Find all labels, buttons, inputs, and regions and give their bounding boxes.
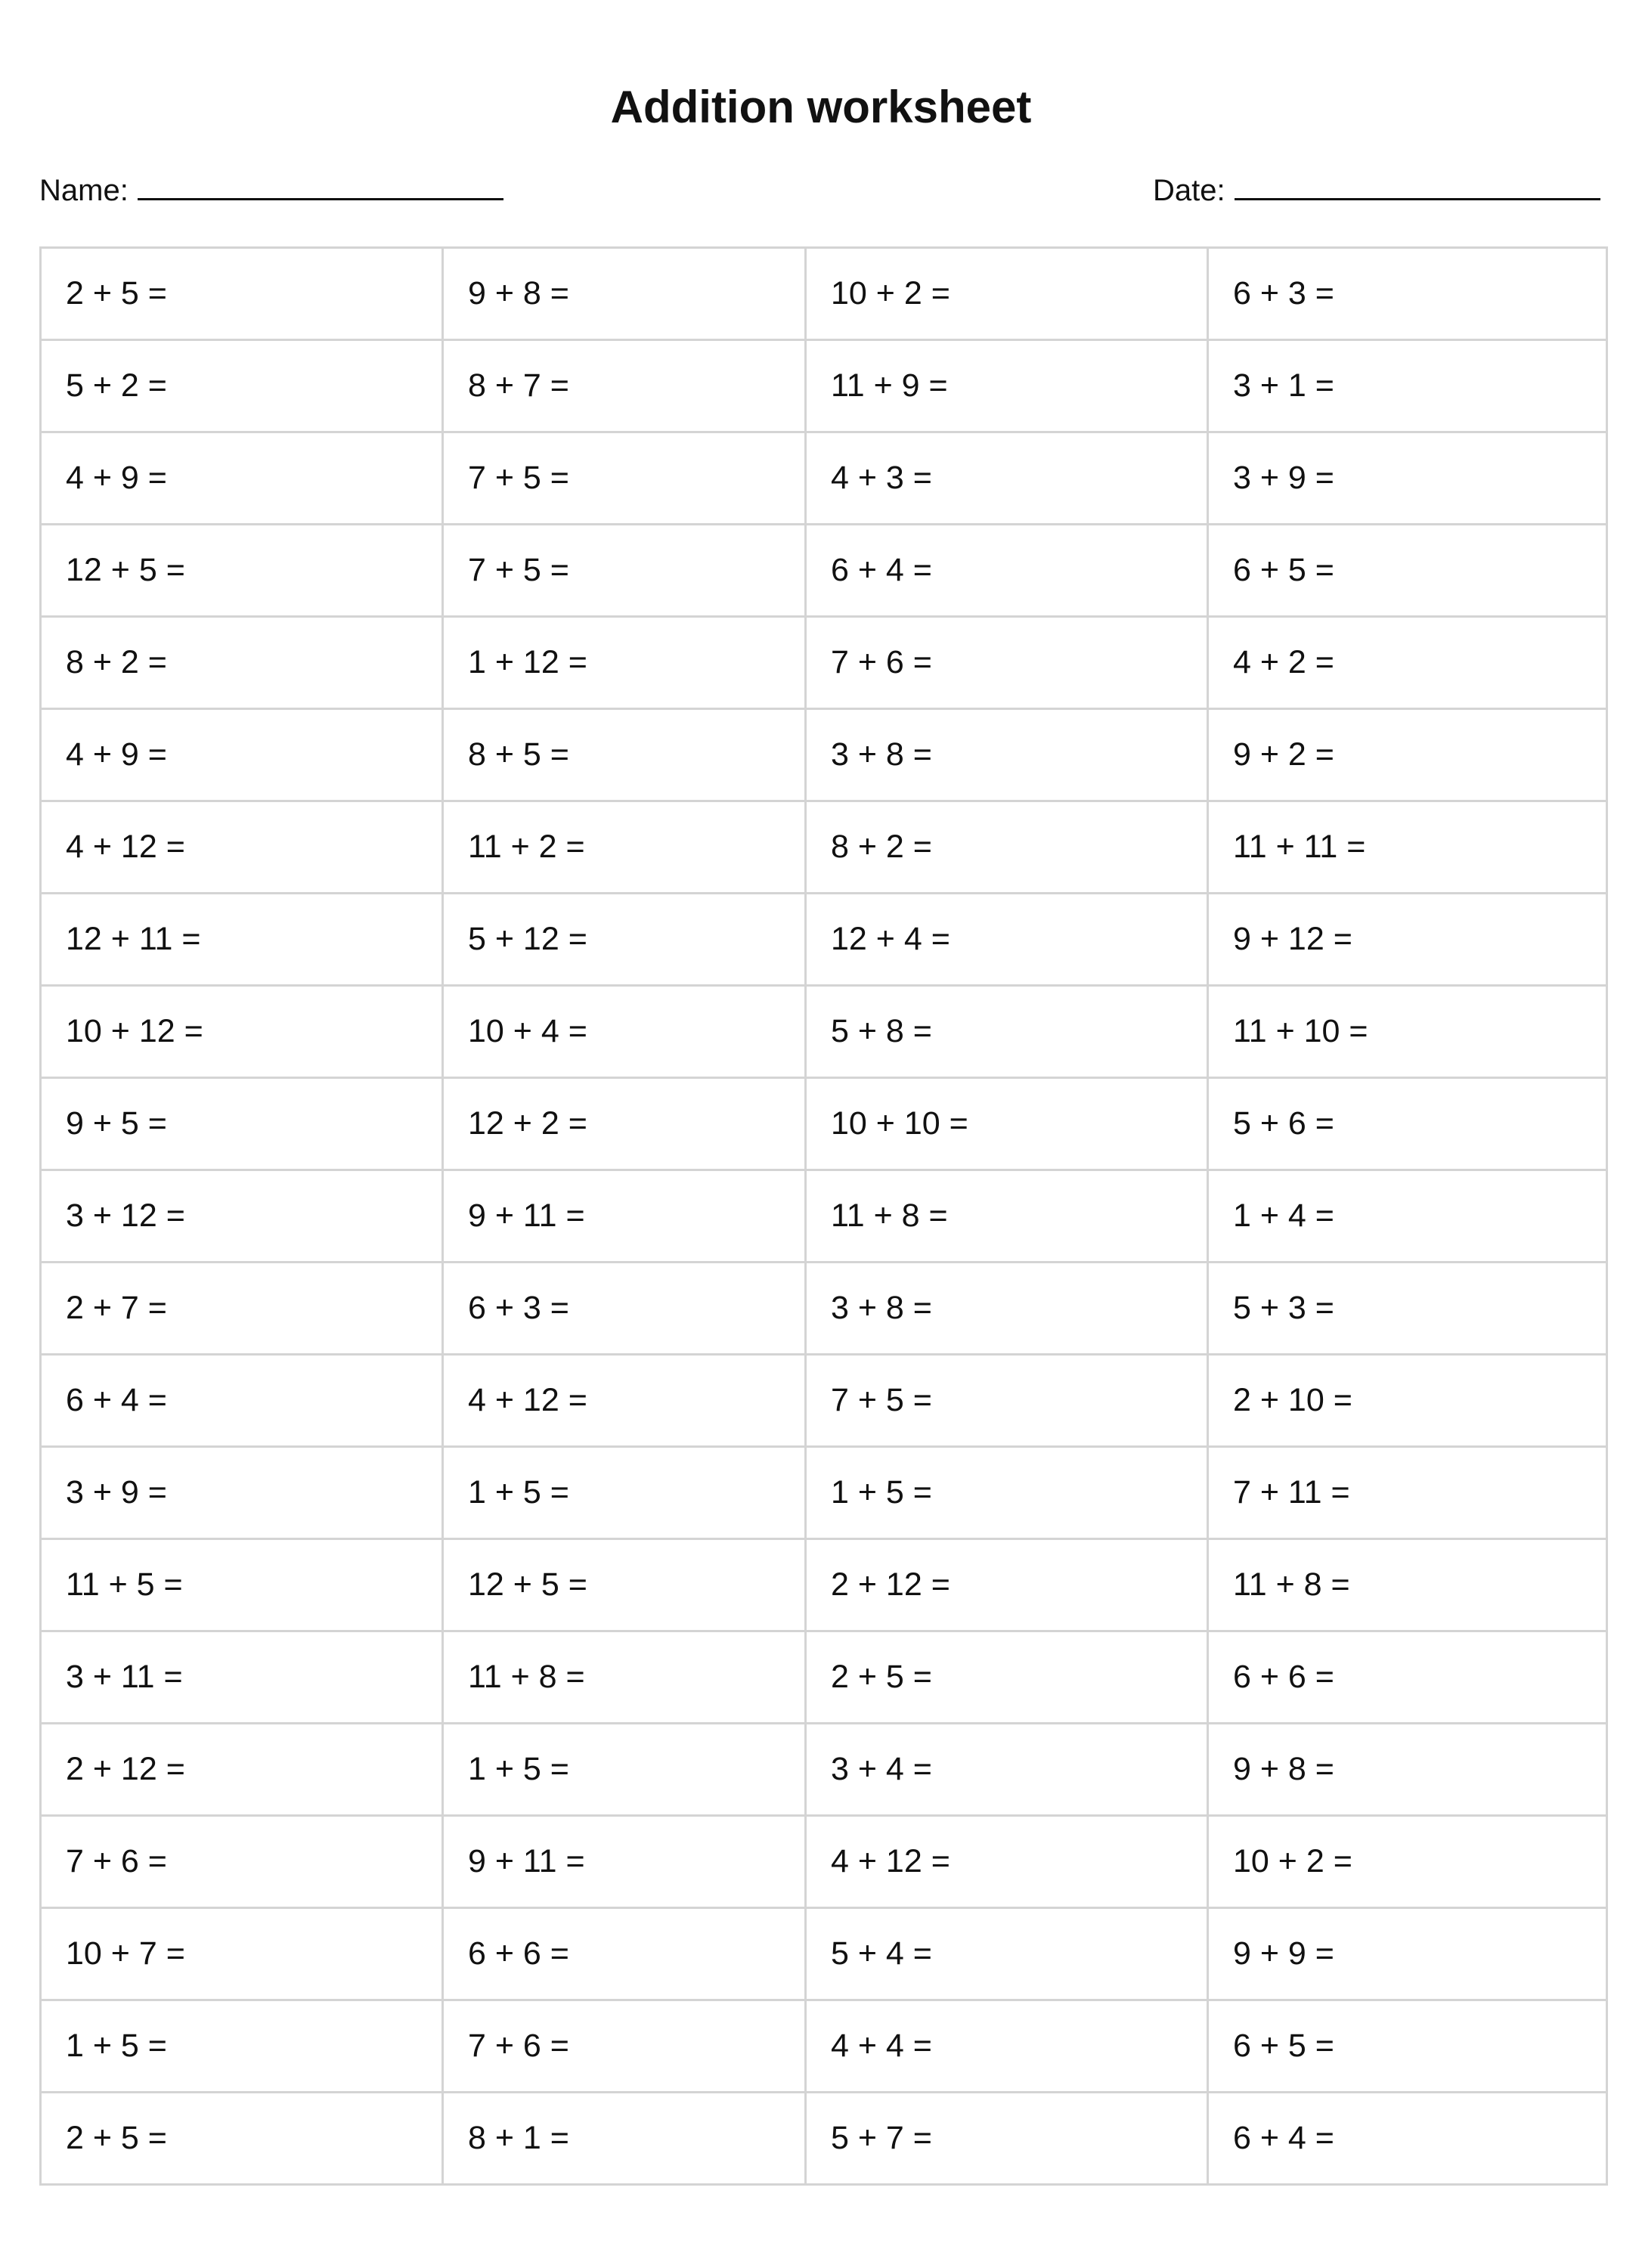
problem-cell: 5 + 6 =	[1208, 1078, 1607, 1170]
problem-row	[41, 801, 1607, 894]
problem-row	[41, 432, 1607, 525]
problem-row	[41, 1724, 1607, 1816]
problem-row	[41, 1816, 1607, 1908]
problem-cell: 8 + 5 =	[443, 709, 806, 801]
problem-row	[41, 1355, 1607, 1447]
problem-cell: 6 + 3 =	[1208, 248, 1607, 340]
problem-cell: 3 + 9 =	[1208, 432, 1607, 525]
problem-cell: 2 + 5 =	[806, 1631, 1208, 1724]
problem-cell: 9 + 12 =	[1208, 894, 1607, 986]
problem-cell: 2 + 12 =	[41, 1724, 443, 1816]
problem-cell: 11 + 8 =	[443, 1631, 806, 1724]
problem-cell: 9 + 2 =	[1208, 709, 1607, 801]
problems-table-body	[41, 248, 1607, 2185]
problem-cell: 6 + 6 =	[443, 1908, 806, 2000]
date-blank-line[interactable]	[1235, 175, 1600, 200]
problem-cell: 3 + 12 =	[41, 1170, 443, 1263]
problem-row	[41, 248, 1607, 340]
problem-cell: 7 + 6 =	[806, 617, 1208, 709]
problem-cell: 12 + 5 =	[41, 525, 443, 617]
problem-cell: 11 + 8 =	[806, 1170, 1208, 1263]
problem-cell: 2 + 10 =	[1208, 1355, 1607, 1447]
problems-table	[39, 246, 1608, 2186]
problem-cell: 1 + 12 =	[443, 617, 806, 709]
name-blank-line[interactable]	[138, 175, 503, 200]
problem-row	[41, 1170, 1607, 1263]
problem-row	[41, 1908, 1607, 2000]
problem-cell: 1 + 4 =	[1208, 1170, 1607, 1263]
date-label: Date:	[1153, 174, 1225, 207]
problem-cell: 4 + 12 =	[806, 1816, 1208, 1908]
problem-cell: 2 + 12 =	[806, 1539, 1208, 1631]
problem-row	[41, 1447, 1607, 1539]
problem-row	[41, 525, 1607, 617]
problem-cell: 1 + 5 =	[443, 1724, 806, 1816]
problem-cell: 4 + 2 =	[1208, 617, 1607, 709]
problem-cell: 3 + 8 =	[806, 1263, 1208, 1355]
problem-cell: 7 + 5 =	[443, 432, 806, 525]
problem-cell: 4 + 3 =	[806, 432, 1208, 525]
problem-cell: 10 + 10 =	[806, 1078, 1208, 1170]
problem-row	[41, 894, 1607, 986]
problem-cell: 12 + 11 =	[41, 894, 443, 986]
problem-row	[41, 1539, 1607, 1631]
problem-cell: 11 + 11 =	[1208, 801, 1607, 894]
problem-cell: 8 + 1 =	[443, 2093, 806, 2185]
problem-cell: 3 + 9 =	[41, 1447, 443, 1539]
problem-cell: 2 + 7 =	[41, 1263, 443, 1355]
problem-cell: 4 + 12 =	[41, 801, 443, 894]
problem-cell: 1 + 5 =	[41, 2000, 443, 2093]
problem-cell: 10 + 2 =	[806, 248, 1208, 340]
problem-cell: 4 + 12 =	[443, 1355, 806, 1447]
problem-cell: 5 + 12 =	[443, 894, 806, 986]
problem-cell: 6 + 3 =	[443, 1263, 806, 1355]
problem-cell: 8 + 7 =	[443, 340, 806, 432]
problem-cell: 2 + 5 =	[41, 2093, 443, 2185]
problem-cell: 3 + 4 =	[806, 1724, 1208, 1816]
problem-cell: 9 + 9 =	[1208, 1908, 1607, 2000]
problem-cell: 4 + 4 =	[806, 2000, 1208, 2093]
problem-cell: 9 + 11 =	[443, 1170, 806, 1263]
problem-cell: 7 + 5 =	[443, 525, 806, 617]
problem-cell: 12 + 2 =	[443, 1078, 806, 1170]
problem-cell: 10 + 12 =	[41, 986, 443, 1078]
problem-cell: 6 + 5 =	[1208, 2000, 1607, 2093]
problem-row	[41, 2000, 1607, 2093]
problem-cell: 4 + 9 =	[41, 709, 443, 801]
problem-cell: 4 + 9 =	[41, 432, 443, 525]
name-field[interactable]	[39, 171, 503, 210]
problem-row	[41, 1631, 1607, 1724]
problem-row	[41, 1078, 1607, 1170]
problem-cell: 3 + 8 =	[806, 709, 1208, 801]
problem-cell: 12 + 5 =	[443, 1539, 806, 1631]
problem-row	[41, 340, 1607, 432]
problem-cell: 11 + 5 =	[41, 1539, 443, 1631]
problem-cell: 11 + 10 =	[1208, 986, 1607, 1078]
problem-cell: 6 + 4 =	[1208, 2093, 1607, 2185]
date-field[interactable]	[1153, 171, 1600, 210]
problem-cell: 5 + 8 =	[806, 986, 1208, 1078]
name-label: Name:	[39, 174, 129, 207]
problem-cell: 9 + 8 =	[1208, 1724, 1607, 1816]
problem-cell: 9 + 8 =	[443, 248, 806, 340]
problem-cell: 9 + 11 =	[443, 1816, 806, 1908]
problem-cell: 12 + 4 =	[806, 894, 1208, 986]
problem-cell: 10 + 7 =	[41, 1908, 443, 2000]
problem-cell: 7 + 5 =	[806, 1355, 1208, 1447]
problem-cell: 2 + 5 =	[41, 248, 443, 340]
problem-cell: 6 + 4 =	[806, 525, 1208, 617]
problem-cell: 7 + 6 =	[443, 2000, 806, 2093]
problem-cell: 1 + 5 =	[443, 1447, 806, 1539]
problem-cell: 10 + 4 =	[443, 986, 806, 1078]
problem-cell: 7 + 11 =	[1208, 1447, 1607, 1539]
problem-cell: 6 + 5 =	[1208, 525, 1607, 617]
problem-cell: 5 + 2 =	[41, 340, 443, 432]
problem-cell: 11 + 9 =	[806, 340, 1208, 432]
problem-cell: 1 + 5 =	[806, 1447, 1208, 1539]
problem-cell: 3 + 1 =	[1208, 340, 1607, 432]
problem-cell: 11 + 8 =	[1208, 1539, 1607, 1631]
problem-row	[41, 617, 1607, 709]
problem-cell: 6 + 6 =	[1208, 1631, 1607, 1724]
problem-row	[41, 709, 1607, 801]
problem-row	[41, 1263, 1607, 1355]
worksheet-title: Addition worksheet	[610, 82, 1032, 132]
problem-cell: 5 + 4 =	[806, 1908, 1208, 2000]
problem-cell: 5 + 7 =	[806, 2093, 1208, 2185]
problem-row	[41, 2093, 1607, 2185]
problem-cell: 6 + 4 =	[41, 1355, 443, 1447]
problem-cell: 8 + 2 =	[41, 617, 443, 709]
problem-cell: 10 + 2 =	[1208, 1816, 1607, 1908]
problem-cell: 3 + 11 =	[41, 1631, 443, 1724]
problem-cell: 8 + 2 =	[806, 801, 1208, 894]
problem-cell: 7 + 6 =	[41, 1816, 443, 1908]
problem-cell: 11 + 2 =	[443, 801, 806, 894]
problem-cell: 5 + 3 =	[1208, 1263, 1607, 1355]
problem-cell: 9 + 5 =	[41, 1078, 443, 1170]
problem-row	[41, 986, 1607, 1078]
